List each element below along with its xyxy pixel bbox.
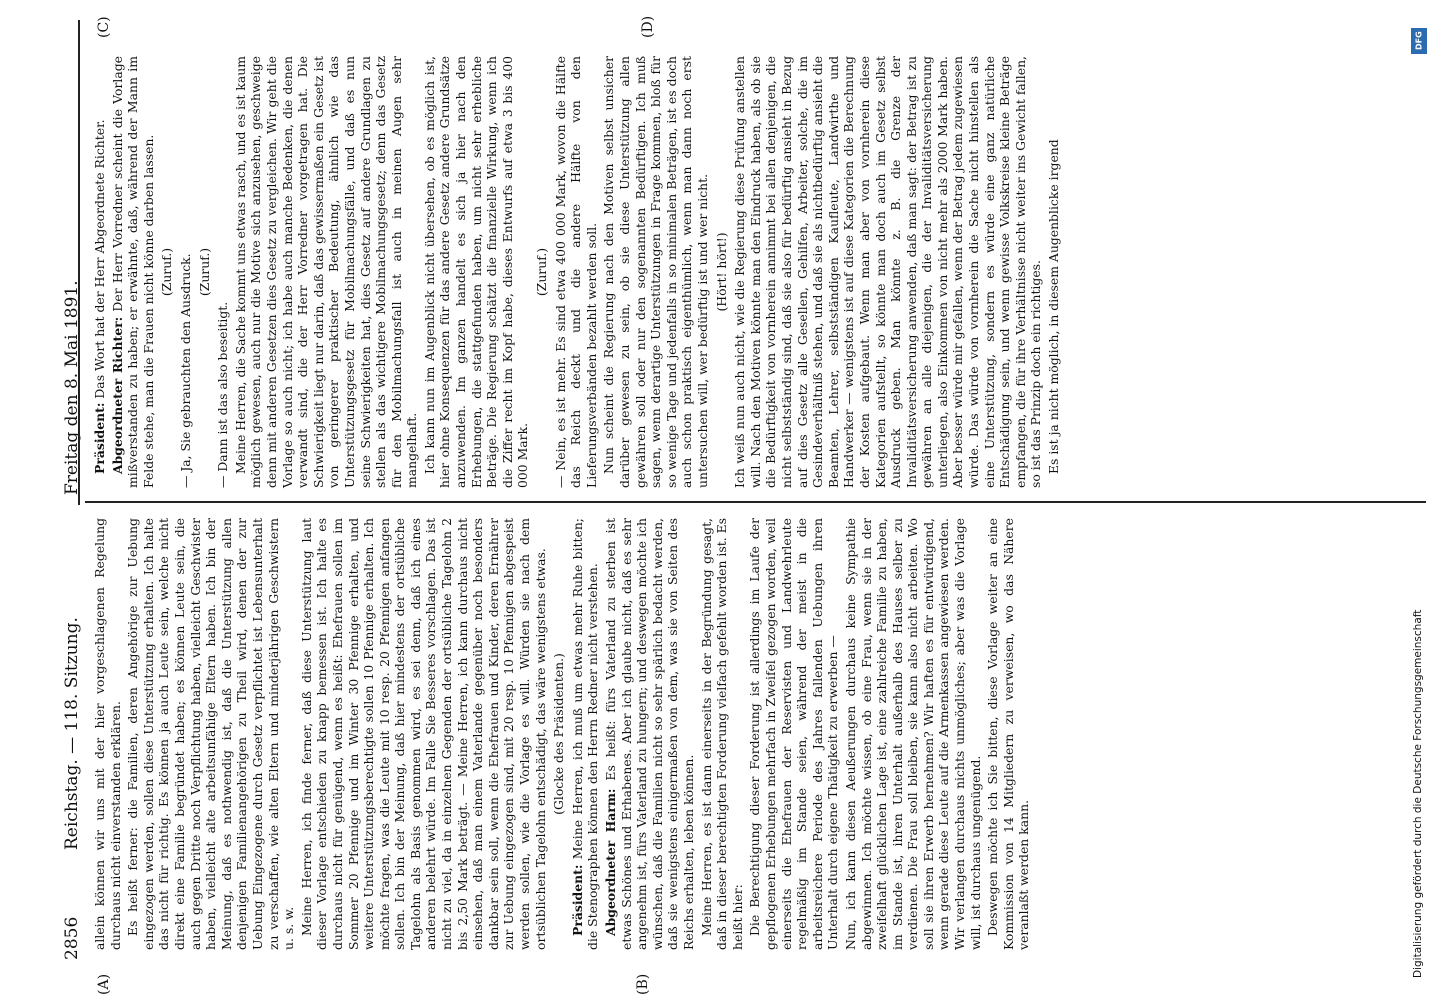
margin-marker-a: (A) bbox=[96, 973, 112, 995]
interjection: (Glocke des Präsidenten.) bbox=[551, 653, 567, 815]
paragraph: Meine Herren, es ist dann einerseits in der Begründung gesagt, daß in dieser berechtigten Forderung vielfach gefehlt worden ist. Es heißt hier: bbox=[698, 518, 745, 950]
speech-paragraph bbox=[603, 518, 697, 950]
speaker-name: Präsident: bbox=[92, 402, 107, 474]
speech-paragraph bbox=[570, 518, 601, 950]
margin-marker-b: (B) bbox=[635, 973, 651, 995]
paragraph: Es heißt ferner: die Familien, deren Angehörige zur Uebung eingezogen werden, sollen diese Unterstützung erhalten. Ich halte das nicht für richtig. Es können ja auch Leute sein, welche nicht direkt eine Familie begründet haben; es können Leute sein, die auch gegen Dritte noch Verpflichtung haben, vielleicht Geschwister haben, vielleicht alte arbeitsunfähige Eltern haben. Ich bin der Meinung, daß es nothwendig ist, daß die Unterstützung allen denjenigen Familienangehörigen zu Theil wird, denen der zur Uebung Eingezogene durch Gesetz verpflichtet ist Lebensunterhalt zu verschaffen, wie alten Eltern und minderjährigen Geschwistern u. s. w. bbox=[125, 518, 297, 950]
paragraph: — Nein, es ist mehr. Es sind etwa 400 000 Mark, wovon die Hälfte das Reich deckt und die andere Hälfte von den Lieferungsverbänden bezahlt werden soll. bbox=[552, 56, 599, 488]
right-column bbox=[92, 56, 1064, 488]
speaker-name: Präsident: bbox=[569, 864, 585, 936]
interjection: (Hört! hört!) bbox=[713, 232, 729, 312]
speaker-name: Abgeordneter Harm: bbox=[603, 788, 618, 936]
paragraph: Ich weiß nun auch nicht, wie die Regierung diese Prüfung anstellen will. Nach den Motiven könnte man den Eindruck haben, als ob sie die Bedürftigkeit von vornherein annimmt bei allen denjenigen, die nicht selbstständig sind, daß sie also für bedürftig ansieht in Bezug auf dies Gesetz alle Gesellen, Gehilfen, Arbeiter, solche, die im Gesindeverhältniß stehen, und daß sie als nichtbedürftig ansieht die Beamten, Lehrer, selbstständigen Kaufleute, Landwirthe und Handwerker — wenigstens ist auf diese Kategorien die Berechnung der Kosten aufgebaut. Wenn man aber von vornherein diese Kategorien aufstellt, so könnte man doch auch im Gesetz selbst Ausdruck geben. Man könnte z. B. die Grenze der Invaliditätsversicherung anwenden, daß man sagt: der Betrag ist zu gewähren an alle diejenigen, die der Invaliditätsversicherung unterliegen, also Einkommen von nicht mehr als 2000 Mark haben. Aber besser würde mir gefallen, wenn der Betrag jedem zugewiesen würde. Das würde von vornherein die Sache nicht hinstellen als eine Unterstützung, sondern es würde eine ganz natürliche Entschädigung sein, und wenn gewisse Volkskreise kleine Beträge empfangen, die für ihre Verhältnisse nicht weiter ins Gewicht fallen, so ist das Prinzip doch ein richtiges. bbox=[732, 56, 1044, 488]
running-title: Reichstag. — 118. Sitzung. bbox=[62, 617, 82, 850]
dfg-logo: DFG bbox=[1411, 28, 1427, 54]
paragraph: — Dann ist das also beseitigt. bbox=[215, 301, 231, 488]
interjection: (Zuruf.) bbox=[159, 247, 175, 297]
speech-text: Es heißt: fürs Vaterland zu sterben ist etwas Schönes und Erhabenes. Aber ich glaube nicht, daß es sehr angenehm ist, fürs Vaterland zu hungern; und deswegen möchte ich wünschen, daß die Familien nicht so sehr spärlich bedacht werden, daß sie wenigstens einigermaßen von dem, was sie von Seiten des Reichs erhalten, leben können. bbox=[603, 518, 696, 950]
page-header bbox=[0, 0, 88, 1000]
paragraph: Nun scheint die Regierung nach den Motiven selbst unsicher darüber gewesen zu sein, ob sie diese Unterstützung allen gewähren soll oder nur den sogenannten Bedürftigen. Ich muß sagen, wenn derartige Unterstützungen in Frage kommen, bloß für so wenige Tage und jedenfalls in so minimalen Beträgen, ist es doch auch schon praktisch eigenthümlich, wenn man dann noch erst untersuchen will, wer bedürftig ist und wer nicht. bbox=[601, 56, 710, 488]
speaker-name: Abgeordneter Richter: bbox=[109, 316, 125, 474]
sitting-date: Freitag den 8. Mai 1891. bbox=[62, 280, 82, 495]
interjection: (Zuruf.) bbox=[534, 247, 550, 297]
quoted-paragraph: Die Berechtigung dieser Forderung ist allerdings im Laufe der gepflogenen Erhebungen mehrfach in Zweifel gezogen worden, weil einerseits die Ehefrauen der Reservisten und Landwehrleute regelmäßig im Stande seien, während der meist in die arbeitsreichere Periode des Jahres fallenden Uebungen ihren Unterhalt durch eigene Thätigkeit zu erwerben — bbox=[747, 518, 841, 950]
speech-text: Meine Herren, ich muß um etwas mehr Ruhe bitten; die Stenographen können den Herrn Redner nicht verstehen. bbox=[569, 518, 601, 950]
column-divider bbox=[85, 501, 1426, 503]
page-number: 2856 bbox=[62, 916, 82, 960]
margin-marker-d: (D) bbox=[640, 15, 656, 38]
speech-paragraph bbox=[92, 56, 108, 488]
speech-text: Das Wort hat der Herr Abgeordnete Richter. bbox=[92, 119, 107, 399]
header-rule bbox=[78, 20, 80, 505]
paragraph: Deswegen möchte ich Sie bitten, diese Vorlage weiter an eine Kommission von 14 Mitgliedern zu verweisen, wo das Nähere veranlaßt werden kann. bbox=[985, 518, 1032, 950]
speech-text: Der Herr Vorredner scheint die Vorlage mißverstanden zu haben; er erwähnte, daß, während der Mann im Felde stehe, man die Frauen nicht könne darben lassen. bbox=[109, 56, 156, 488]
paragraph: Meine Herren, ich finde ferner, daß diese Unterstützung laut dieser Vorlage entschieden zu knapp bemessen ist. Ich halte es durchaus nicht für genügend, wenn es heißt: Ehefrauen sollen im Sommer 20 Pfennige und im Winter 30 Pfennige erhalten, und weitere Unterstützungsberechtigte sollen 10 Pfennige erhalten. Ich möchte fragen, was die Leute mit 10 resp. 20 Pfennigen anfangen sollen. Ich bin der Meinung, daß hier mindestens der ortsübliche Tagelohn als Basis genommen wird, es sei denn, daß ich eines anderen belehrt würde. Im Falle Sie Besseres vorschlagen. Das ist nicht zu viel, da in einzelnen Gegenden der ortsübliche Tagelohn 2 bis 2,50 Mark beträgt. — Meine Herren, ich kann durchaus nicht einsehen, daß man einem Vaterlande gegenüber noch besonders dankbar sein soll, wenn die Ehefrauen und Kinder, deren Ernährer zur Uebung eingezogen sind, mit 20 resp. 10 Pfennigen abgespeist werden sollen, wie die Vorlage es will. Würden sie nach dem ortsüblichen Tagelohn entschädigt, das wäre wenigstens etwas. bbox=[298, 518, 548, 950]
paragraph: Ich kann nun im Augenblick nicht übersehen, ob es möglich ist, hier ohne Konsequenzen für das andere Gesetz andere Grundsätze anzuwenden. Im ganzen handelt es sich ja hier nach den Erhebungen, die stattgefunden haben, um nicht sehr erhebliche Beträge. Die Regierung schätzt die finanzielle Wirkung, wenn ich die Ziffer recht im Kopf habe, dieses Entwurfs auf etwa 3 bis 400 000 Mark. bbox=[421, 56, 531, 488]
speech-paragraph bbox=[110, 56, 157, 488]
margin-marker-c: (C) bbox=[96, 16, 112, 38]
digitization-credit bbox=[1410, 28, 1430, 978]
paragraph: — Ja, Sie gebrauchten den Ausdruck. bbox=[177, 253, 193, 488]
paragraph: Meine Herren, die Sache kommt uns etwas rasch, und es ist kaum möglich gewesen, auch nur die Motive sich anzusehen, geschweige denn mit anderen Gesetzen dies Gesetz zu vergleichen. Wir geht die Vorlage so auch nicht; ich habe auch manche Bedenken, die denen verwandt sind, die der Herr Vorredner vorgetragen hat. Die Schwierigkeit liegt nur darin, daß das gewissermaßen ein Gesetz ist von geringerer praktischer Bedeutung, ähnlich wie das Unterstützungsgesetz für Mobilmachungsfälle, und daß es nun seine Schwierigkeiten hat, dies Gesetz auf andere Grundlagen zu stellen als das wichtigere Mobilmachungsgesetz; denn das Gesetz für den Mobilmachungsfall ist auch in meinen Augen sehr mangelhaft. bbox=[232, 56, 420, 488]
credit-text: Digitalisierung gefördert durch die Deutsche Forschungsgemeinschaft bbox=[1412, 609, 1424, 978]
paragraph: allein können wir uns mit der hier vorgeschlagenen Regelung durchaus nicht einverstanden erklären. bbox=[92, 518, 123, 950]
interjection: (Zuruf.) bbox=[196, 247, 212, 297]
paragraph: Nun, ich kann diesen Aeußerungen durchaus keine Sympathie abgewinnen. Ich möchte wissen, ob eine Frau, wenn sie in der zweifelhaft glücklichen Lage ist, eine zahlreiche Familie zu haben, im Stande ist, ihren Unterhalt außerhalb des Hauses selber zu verdienen. Die Frau soll bleiben, sie kann also nicht arbeiten. Wo soll sie ihren Erwerb hernehmen? Wir haften es für entwürdigend, wenn gerade diese Leute auf die Armenkassen angewiesen werden. Wir verlangen durchaus nichts unmögliches; aber was die Vorlage will, ist durchaus ungenügend. bbox=[842, 518, 983, 950]
paragraph: Es ist ja nicht möglich, in diesem Augenblicke irgend bbox=[1046, 139, 1062, 474]
left-column bbox=[92, 518, 1034, 950]
